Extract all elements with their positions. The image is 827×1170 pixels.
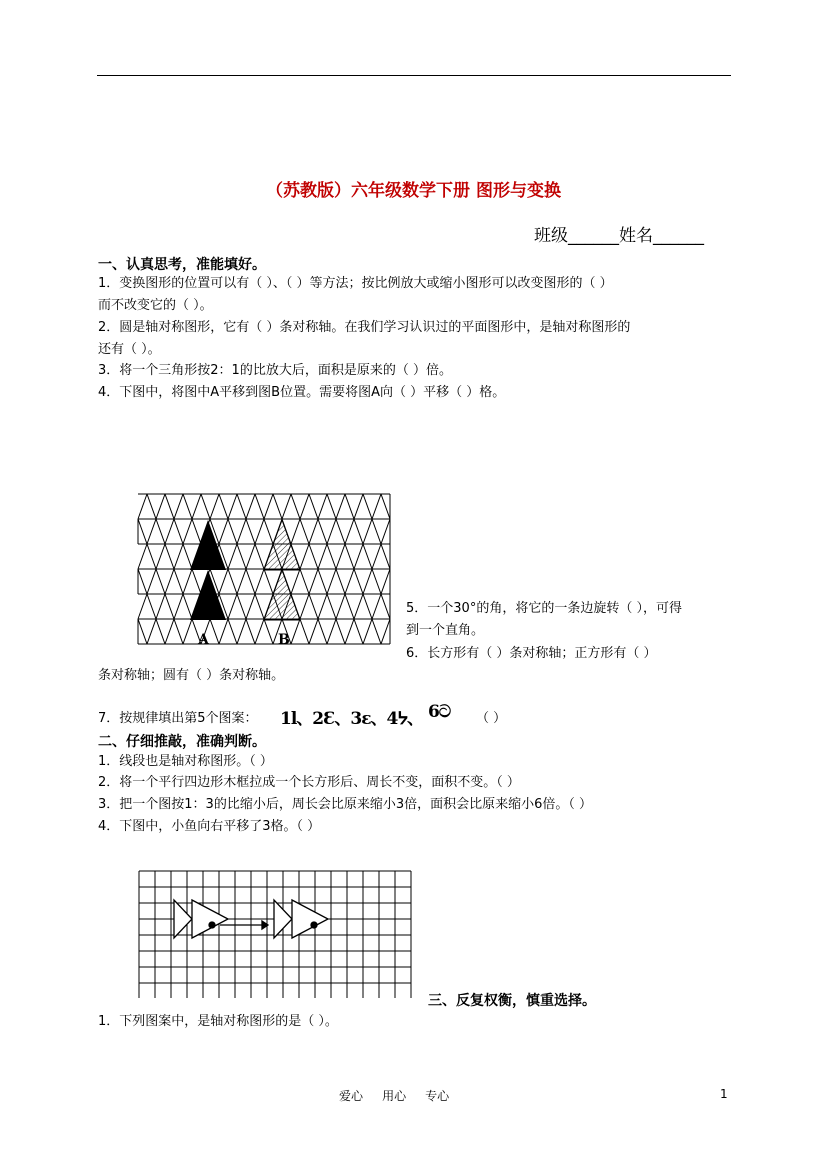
grid-line [228,619,237,644]
grid-line [237,594,246,619]
grid-line [192,519,201,544]
grid-line [237,494,246,519]
grid-line [363,569,372,594]
s1-q2-line1: 2．圆是轴对称图形，它有（ ）条对称轴。在我们学习认识过的平面图形中，是轴对称图形的 [98,320,631,335]
grid-line [354,494,363,519]
grid-line [372,494,381,519]
grid-line [192,494,201,519]
grid-line [318,519,327,544]
grid-line [174,519,183,544]
grid-line [147,494,156,519]
grid-line [138,494,147,519]
label-b: B [278,632,290,648]
grid-line [318,594,327,619]
grid-line [327,594,336,619]
grid-line [264,569,273,594]
grid-line [147,569,156,594]
grid-line [156,519,165,544]
grid-line [219,494,228,519]
s2-q3: 3．把一个图按1：3的比缩小后，周长会比原来缩小3倍，面积会比原来缩小6倍。（ ） [98,797,592,812]
grid-line [228,594,237,619]
s1-q7-pattern-last: 6ට [428,702,451,722]
fish-1-body [192,900,228,938]
grid-line [354,594,363,619]
fish-1-tail [174,900,192,938]
s1-q1-line1: 1．变换图形的位置可以有（ ）、（ ）等方法；按比例放大或缩小图形可以改变图形的（ ） [98,276,613,291]
s1-q7-pattern: 1l、2Ɛ、3ɛ、4ᔭ、 [280,709,424,729]
grid-line [336,594,345,619]
grid-line [381,594,390,619]
grid-line [174,544,183,569]
grid-line [381,494,390,519]
grid-line [381,619,390,644]
grid-line [354,519,363,544]
fish-2-eye [311,922,317,928]
grid-line [282,494,291,519]
grid-line [327,494,336,519]
grid-line [156,594,165,619]
triangle-b-bottom [264,570,300,620]
grid-line [381,569,390,594]
grid-line [165,619,174,644]
grid-line [354,619,363,644]
grid-line [156,619,165,644]
grid-line [309,544,318,569]
grid-line [309,519,318,544]
footer-motto: 爱心 用心 专心 [339,1089,450,1103]
grid-line [255,544,264,569]
grid-line [300,619,309,644]
grid-line [318,544,327,569]
grid-line [318,569,327,594]
s1-q1-line2: 而不改变它的（ ）。 [98,298,213,313]
grid-line [300,569,309,594]
grid-line [183,519,192,544]
grid-line [345,619,354,644]
grid-line [300,544,309,569]
grid-line [228,494,237,519]
grid-line [336,569,345,594]
grid-line [201,494,210,519]
grid-line [345,519,354,544]
grid-line [327,619,336,644]
grid-line [219,619,228,644]
class-name-line: 班级______姓名______ [534,226,704,246]
grid-line [381,544,390,569]
grid-line [237,519,246,544]
s2-q1: 1．线段也是轴对称图形。（ ） [98,754,273,769]
grid-line [255,594,264,619]
grid-line [255,494,264,519]
grid-line [363,619,372,644]
s1-q6-line1: 6．长方形有（ ）条对称轴；正方形有（ ） [406,646,657,661]
grid-line [237,619,246,644]
s2-q2: 2．将一个平行四边形木框拉成一个长方形后、周长不变，面积不变。（ ） [98,775,520,790]
grid-line [183,619,192,644]
grid-line [138,594,147,619]
grid-line [354,569,363,594]
grid-line [183,544,192,569]
grid-line [372,519,381,544]
grid-line [291,569,300,594]
s1-q7-prefix: 7．按规律填出第5个图案： [98,711,258,726]
s1-q7-suffix: （ ） [476,711,507,726]
grid-line [309,569,318,594]
grid-line [300,494,309,519]
grid-line [363,494,372,519]
header-rule [97,75,731,76]
grid-line [363,544,372,569]
grid-line [363,519,372,544]
fish-grid-figure [138,870,414,998]
grid-line [363,594,372,619]
grid-line [156,569,165,594]
grid-line [165,494,174,519]
grid-line [336,619,345,644]
grid-line [210,619,219,644]
grid-line [228,519,237,544]
grid-line [138,569,147,594]
grid-line [138,544,147,569]
grid-line [246,494,255,519]
grid-line [174,594,183,619]
grid-line [246,569,255,594]
grid-line [255,569,264,594]
grid-line [318,619,327,644]
grid-line [345,594,354,619]
grid-line [165,519,174,544]
grid-line [372,619,381,644]
grid-line [264,494,273,519]
grid-line [291,519,300,544]
triangle-b-top [264,520,300,570]
s3-q1: 1．下列图案中，是轴对称图形的是（ ）。 [98,1014,338,1029]
grid-line [354,544,363,569]
grid-line [336,544,345,569]
grid-line [372,569,381,594]
triangle-grid-figure [136,492,394,648]
grid-line [174,494,183,519]
s1-q2-line2: 还有（ ）。 [98,342,161,357]
grid-line [309,619,318,644]
grid-line [309,494,318,519]
grid-line [372,544,381,569]
grid-line [237,569,246,594]
s1-q5-line2: 到一个直角。 [406,623,485,638]
grid-line [291,494,300,519]
grid-line [138,519,147,544]
grid-line [291,619,300,644]
grid-line [156,544,165,569]
grid-line [228,544,237,569]
grid-line [138,619,147,644]
grid-line [192,569,201,594]
grid-line [183,494,192,519]
grid-line [255,619,264,644]
grid-line [246,594,255,619]
grid-line [237,544,246,569]
page-number: 1 [720,1087,728,1101]
grid-line [300,594,309,619]
section2-heading: 二、仔细推敲，准确判断。 [98,734,266,750]
s1-q6-line2: 条对称轴；圆有（ ）条对称轴。 [98,668,285,683]
grid-line [264,619,273,644]
grid-line [165,569,174,594]
grid-line [147,619,156,644]
grid-line [246,619,255,644]
grid-line [336,519,345,544]
grid-line [183,594,192,619]
grid-line [183,569,192,594]
grid-line [165,544,174,569]
fish-2-body [292,900,328,938]
grid-line [219,519,228,544]
grid-line [147,519,156,544]
grid-line [147,544,156,569]
label-a: A [198,632,209,648]
grid-line [165,594,174,619]
section3-heading: 三、反复权衡，慎重选择。 [428,993,596,1009]
grid-line [264,519,273,544]
grid-line [156,494,165,519]
s1-q5-line1: 5．一个30°的角，将它的一条边旋转（ ），可得 [406,601,682,616]
section1-heading: 一、认真思考，准能填好。 [98,257,266,273]
grid-line [345,544,354,569]
grid-line [246,519,255,544]
grid-line [345,569,354,594]
grid-line [381,519,390,544]
grid-line [300,519,309,544]
fish-1-eye [209,922,215,928]
grid-line [273,494,282,519]
grid-line [147,594,156,619]
grid-line [327,519,336,544]
grid-line [372,594,381,619]
page-title: （苏教版）六年级数学下册 图形与变换 [266,181,561,201]
grid-line [210,494,219,519]
s1-q3: 3．将一个三角形按2：1的比放大后，面积是原来的（ ）倍。 [98,363,452,378]
grid-line [309,594,318,619]
grid-line [174,569,183,594]
s1-q4: 4．下图中，将图中A平移到图B位置。需要将图A向（ ）平移（ ）格。 [98,385,506,400]
grid-line [336,494,345,519]
grid-line [327,544,336,569]
grid-line [255,519,264,544]
grid-line [246,544,255,569]
grid-line [327,569,336,594]
grid-line [219,569,228,594]
grid-line [318,494,327,519]
grid-line [345,494,354,519]
grid-line [174,619,183,644]
s2-q4: 4．下图中，小鱼向右平移了3格。（ ） [98,819,321,834]
grid-line [228,569,237,594]
